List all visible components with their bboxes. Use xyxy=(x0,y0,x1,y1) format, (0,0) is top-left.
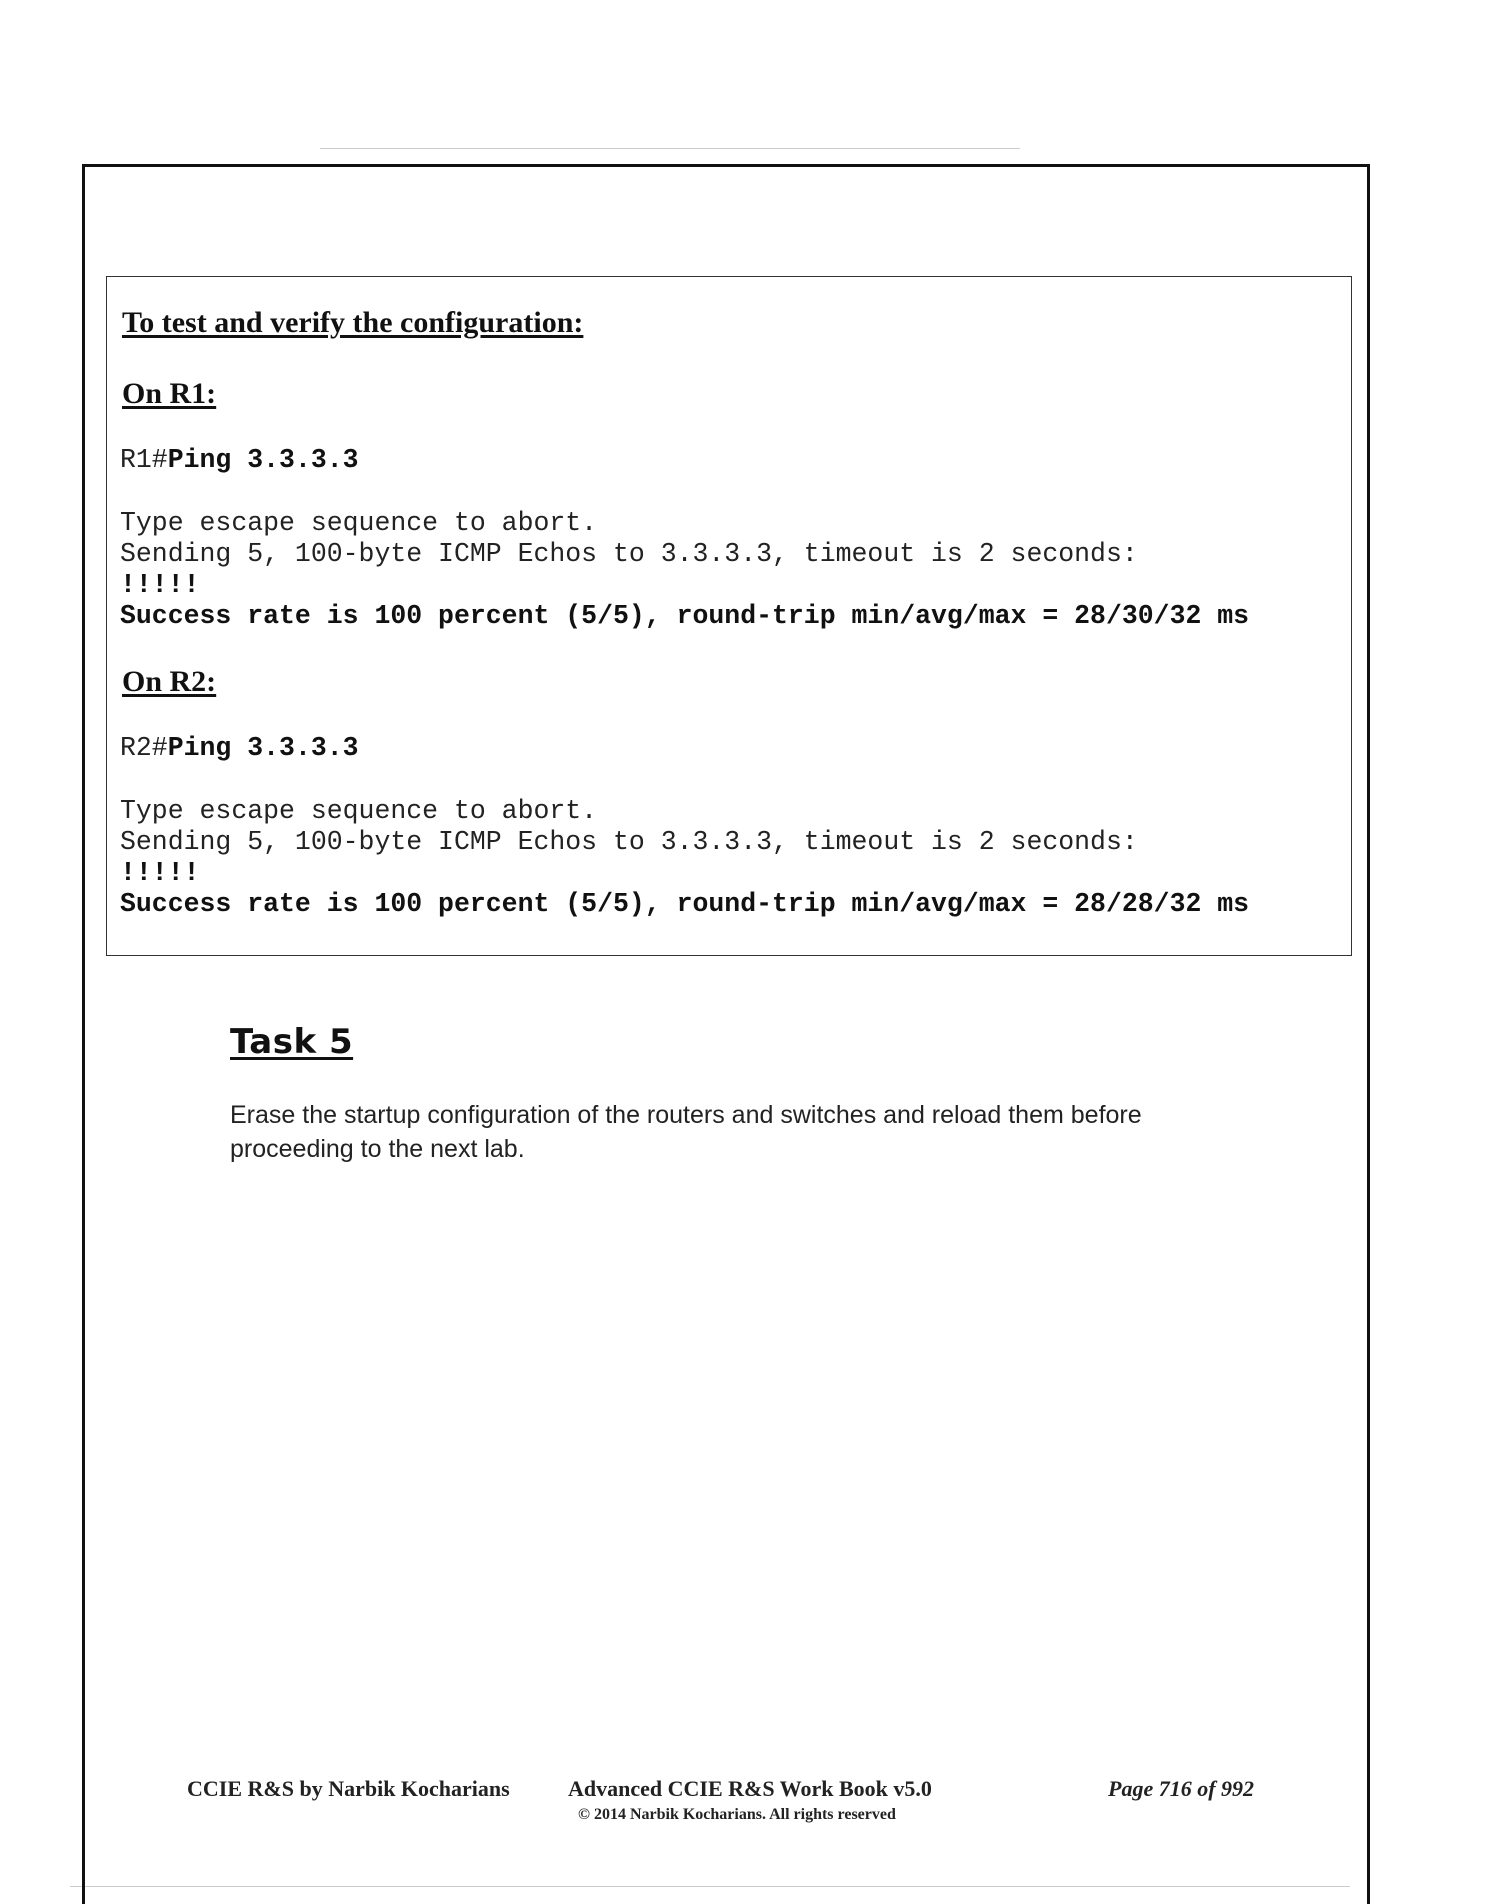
r2-result-marks: !!!!! xyxy=(120,858,200,888)
r1-line2: Sending 5, 100-byte ICMP Echos to 3.3.3.3, timeout is 2 seconds: xyxy=(120,539,1138,569)
footer-author: CCIE R&S by Narbik Kocharians xyxy=(187,1776,510,1801)
r1-heading: On R1: xyxy=(122,377,217,410)
r1-command-line xyxy=(120,445,359,476)
r2-line2: Sending 5, 100-byte ICMP Echos to 3.3.3.3, timeout is 2 seconds: xyxy=(120,827,1138,857)
r1-command: Ping 3.3.3.3 xyxy=(167,445,359,475)
footer-page-number: Page 716 of 992 xyxy=(1108,1776,1255,1801)
r1-prompt: R1# xyxy=(120,445,168,475)
r2-command-line xyxy=(120,733,359,764)
footer-book-title: Advanced CCIE R&S Work Book v5.0 xyxy=(568,1776,932,1801)
scan-artifact-top xyxy=(320,148,1020,149)
r1-result-marks: !!!!! xyxy=(120,570,200,600)
footer-copyright: © 2014 Narbik Kocharians. All rights reserved xyxy=(578,1806,896,1823)
r2-command: Ping 3.3.3.3 xyxy=(167,733,359,763)
verification-heading: To test and verify the configuration: xyxy=(122,306,584,339)
r2-prompt: R2# xyxy=(120,733,168,763)
r1-summary: Success rate is 100 percent (5/5), round-trip min/avg/max = 28/30/32 ms xyxy=(120,601,1250,631)
task-body: Erase the startup configuration of the routers and switches and reload them before proceeding to the next lab. xyxy=(230,1101,1142,1163)
r1-line1: Type escape sequence to abort. xyxy=(120,508,598,538)
r2-heading: On R2: xyxy=(122,665,217,698)
r2-summary: Success rate is 100 percent (5/5), round-trip min/avg/max = 28/28/32 ms xyxy=(120,889,1250,919)
task-title: Task 5 xyxy=(230,1022,354,1062)
r2-line1: Type escape sequence to abort. xyxy=(120,796,598,826)
